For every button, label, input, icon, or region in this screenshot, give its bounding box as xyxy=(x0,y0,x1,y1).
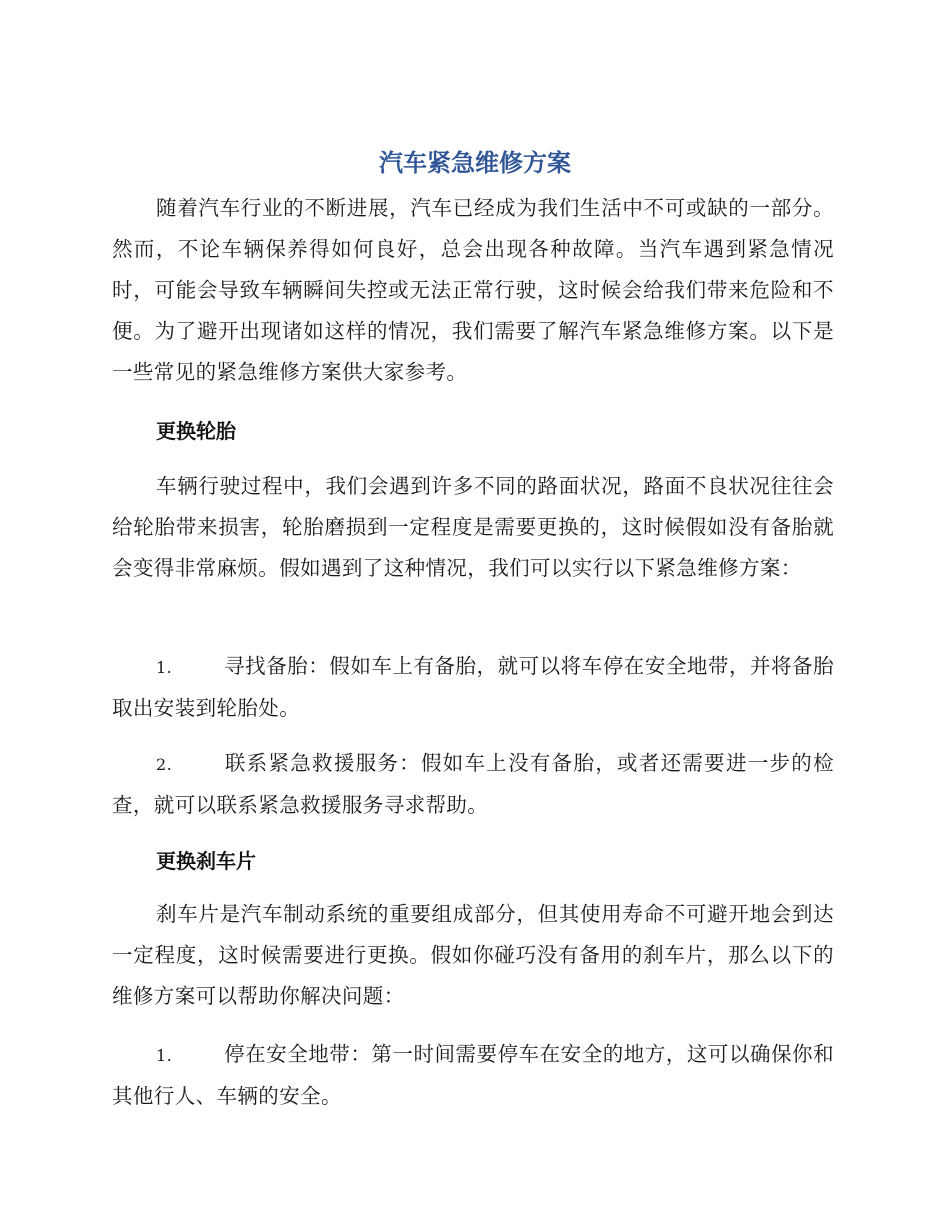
list-item-number: 1. xyxy=(156,1046,173,1065)
list-item-text: 联系紧急救援服务：假如车上没有备胎，或者还需要进一步的检查，就可以联系紧急救援服务寻求帮助。 xyxy=(112,751,834,817)
list-item-text: 停在安全地带：第一时间需要停车在安全的地方，这可以确保你和其他行人、车辆的安全。 xyxy=(112,1042,834,1108)
list-item xyxy=(112,743,834,826)
list-item-number: 2. xyxy=(156,755,173,774)
section-heading-tire: 更换轮胎 xyxy=(156,419,236,443)
list-item xyxy=(112,1034,834,1117)
section-body-brake: 刹车片是汽车制动系统的重要组成部分，但其使用寿命不可避开地会到达一定程度，这时候需要进行更换。假如你碰巧没有备用的刹车片，那么以下的维修方案可以帮助你解决问题： xyxy=(112,902,834,1008)
list-item-number: 1. xyxy=(156,658,173,677)
section-body-tire: 车辆行驶过程中，我们会遇到许多不同的路面状况，路面不良状况往往会给轮胎带来损害，轮胎磨损到一定程度是需要更换的，这时候假如没有备胎就会变得非常麻烦。假如遇到了这种情况，我们可以实行以下紧急维修方案： xyxy=(112,474,834,580)
list-item xyxy=(112,646,834,729)
section-heading-brake: 更换刹车片 xyxy=(156,849,256,873)
list-item-text: 寻找备胎：假如车上有备胎，就可以将车停在安全地带，并将备胎取出安装到轮胎处。 xyxy=(112,654,834,720)
intro-paragraph: 随着汽车行业的不断进展，汽车已经成为我们生活中不可或缺的一部分。然而，不论车辆保养得如何良好，总会出现各种故障。当汽车遇到紧急情况时，可能会导致车辆瞬间失控或无法正常行驶，这时候会给我们带来危险和不便。为了避开出现诸如这样的情况，我们需要了解汽车紧急维修方案。以下是一些常见的紧急维修方案供大家参考。 xyxy=(112,196,834,384)
document-title: 汽车紧急维修方案 xyxy=(379,149,571,177)
